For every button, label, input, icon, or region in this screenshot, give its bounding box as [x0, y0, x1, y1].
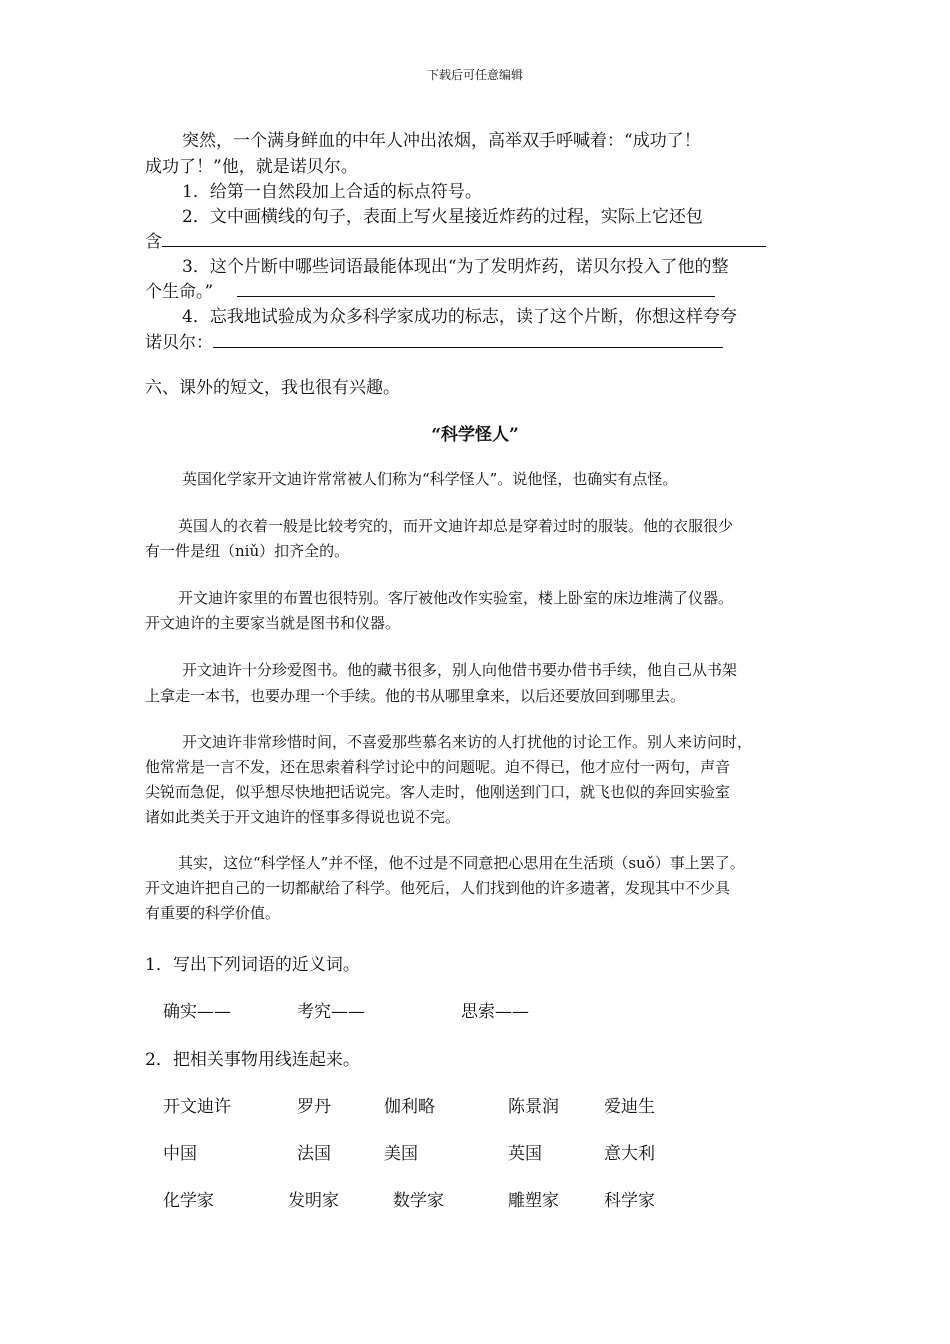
match-item[interactable]: 发明家 — [288, 1191, 339, 1211]
article-paragraph: 开文迪许十分珍爱图书。他的藏书很多，别人向他借书要办借书手续，他自己从书架 — [182, 661, 738, 679]
article-title: “科学怪人” — [431, 425, 519, 445]
passage-line: 突然，一个满身鲜血的中年人冲出浓烟，高举双手呼喊着：“成功了！ — [182, 131, 701, 151]
answer-blank[interactable] — [162, 232, 766, 247]
article-paragraph-cont: 开文迪许的主要家当就是图书和仪器。 — [145, 614, 401, 632]
article-paragraph: 其实，这位“科学怪人”并不怪，他不过是不同意把心思用在生活琐（suǒ）事上罢了。 — [178, 854, 745, 872]
article-paragraph-cont: 有重要的科学价值。 — [145, 904, 281, 922]
question-2-cont — [145, 227, 766, 252]
article-paragraph: 英国人的衣着一般是比较考究的，而开文迪许却总是穿着过时的服装。他的衣服很少 — [178, 517, 734, 535]
exercise-1-prompt: 1．写出下列词语的近义词。 — [145, 955, 360, 975]
match-item[interactable]: 法国 — [297, 1144, 331, 1164]
match-item[interactable]: 开文迪许 — [163, 1097, 231, 1117]
page-header: 下载后可任意编辑 — [426, 68, 523, 82]
synonym-word: 考究—— — [297, 1002, 365, 1022]
article-paragraph: 英国化学家开文迪许常常被人们称为“科学怪人”。说他怪，也确实有点怪。 — [182, 470, 678, 488]
passage-line: 成功了！”他，就是诺贝尔。 — [145, 157, 358, 177]
exercise-2-prompt: 2．把相关事物用线连起来。 — [145, 1050, 360, 1070]
question-4-text: 诺贝尔： — [145, 333, 213, 353]
match-item[interactable]: 罗丹 — [297, 1097, 331, 1117]
match-item[interactable]: 陈景润 — [508, 1097, 559, 1117]
synonym-word: 思索—— — [461, 1002, 529, 1022]
answer-blank[interactable] — [237, 282, 715, 297]
match-item[interactable]: 数学家 — [393, 1191, 444, 1211]
article-paragraph-cont: 尖锐而急促，似乎想尽快地把话说完。客人走时，他刚送到门口，就飞也似的奔回实验室 — [145, 783, 731, 801]
match-item[interactable]: 中国 — [163, 1144, 197, 1164]
section-heading: 六、课外的短文，我也很有兴趣。 — [145, 378, 400, 398]
article-paragraph-cont: 上拿走一本书，也要办理一个手续。他的书从哪里拿来，以后还要放回到哪里去。 — [145, 687, 686, 705]
match-item[interactable]: 化学家 — [163, 1191, 214, 1211]
question-2-text: 含 — [145, 232, 162, 252]
match-item[interactable]: 意大利 — [604, 1144, 655, 1164]
article-paragraph-cont: 有一件是纽（niǔ）扣齐全的。 — [145, 542, 350, 560]
article-paragraph-cont: 诸如此类关于开文迪许的怪事多得说也说不完。 — [145, 808, 461, 826]
question-3-cont — [145, 277, 715, 302]
match-item[interactable]: 英国 — [508, 1144, 542, 1164]
article-paragraph-cont: 他常常是一言不发，还在思索着科学讨论中的问题呢。迫不得已，他才应付一两句，声音 — [145, 758, 731, 776]
question-1: 1．给第一自然段加上合适的标点符号。 — [182, 182, 482, 202]
article-paragraph-cont: 开文迪许把自己的一切都献给了科学。他死后，人们找到他的许多遗著，发现其中不少具 — [145, 879, 731, 897]
article-paragraph: 开文迪许非常珍惜时间，不喜爱那些慕名来访的人打扰他的讨论工作。别人来访问时， — [182, 733, 753, 751]
match-item[interactable]: 雕塑家 — [508, 1191, 559, 1211]
match-item[interactable]: 科学家 — [604, 1191, 655, 1211]
question-2: 2．文中画横线的句子，表面上写火星接近炸药的过程，实际上它还包 — [182, 207, 703, 227]
match-item[interactable]: 爱迪生 — [604, 1097, 655, 1117]
match-item[interactable]: 伽利略 — [384, 1097, 435, 1117]
match-item[interactable]: 美国 — [384, 1144, 418, 1164]
synonym-word: 确实—— — [163, 1002, 231, 1022]
question-3: 3．这个片断中哪些词语最能体现出“为了发明炸药，诺贝尔投入了他的整 — [182, 257, 729, 277]
article-paragraph: 开文迪许家里的布置也很特别。客厅被他改作实验室，楼上卧室的床边堆满了仪器。 — [178, 589, 734, 607]
question-3-text: 个生命。” — [145, 282, 214, 302]
question-4: 4．忘我地试验成为众多科学家成功的标志，读了这个片断，你想这样夸夸 — [182, 307, 737, 327]
question-4-cont — [145, 328, 723, 353]
answer-blank[interactable] — [213, 333, 723, 348]
